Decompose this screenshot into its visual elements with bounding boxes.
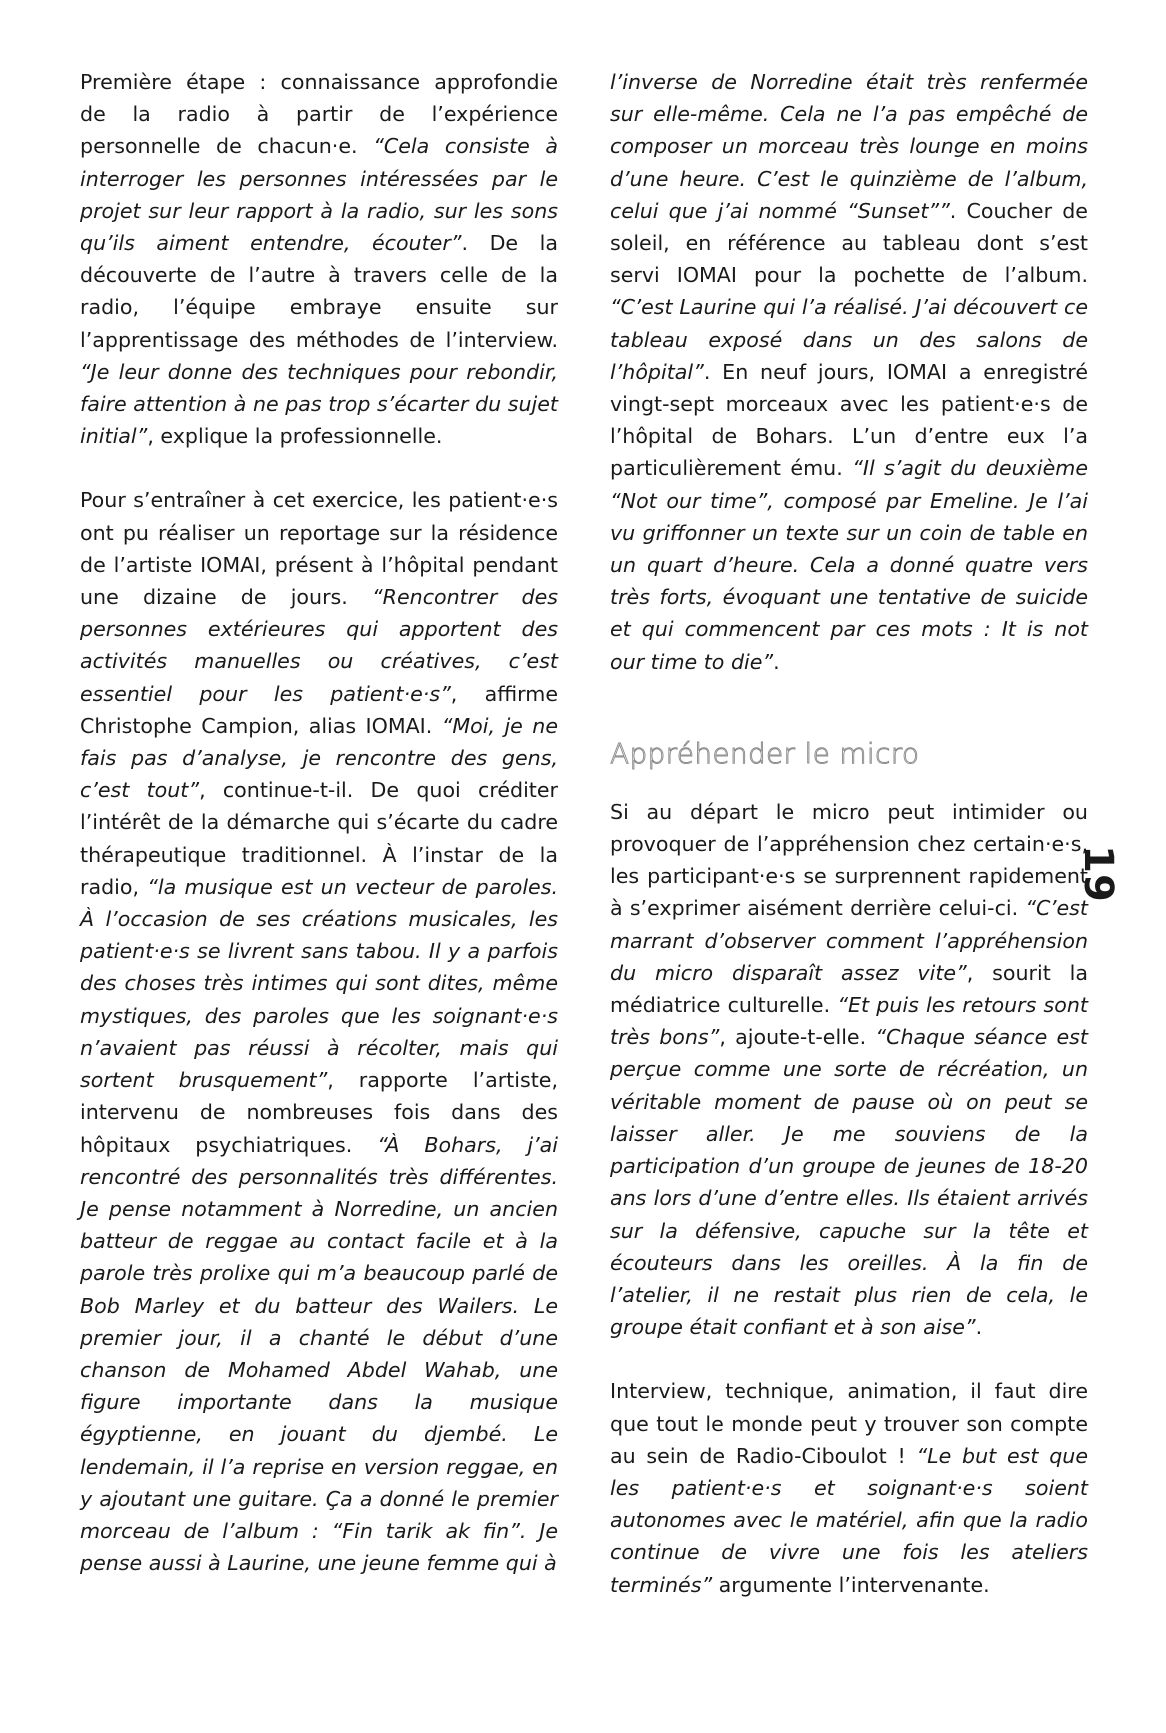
- quote-run: “C’est marrant d’observer comment l’appréhension du micro disparaît assez vite”: [610, 896, 1088, 985]
- quote-run: “Moi, je ne fais pas d’analyse, je rencontre des gens, c’est tout”: [80, 713, 558, 803]
- left-column: [80, 66, 558, 1579]
- text-run: argumente l’intervenante.: [712, 1572, 990, 1597]
- right-column: [610, 66, 1088, 1601]
- paragraph: [80, 484, 558, 1579]
- paragraph: [610, 1375, 1088, 1600]
- text-run: , explique la professionnelle.: [147, 424, 443, 449]
- section-heading: Appréhender le micro: [610, 736, 920, 770]
- text-run: Interview, technique, animation, il faut dire que tout le monde peut y trouver son compte au sein de Radio-Ciboulot !: [610, 1379, 1088, 1468]
- text-run: , ajoute-t-elle.: [719, 1025, 876, 1050]
- right-column-bottom: [610, 796, 1088, 1601]
- paragraph: [610, 796, 1088, 1343]
- quote-run: l’inverse de Norredine était très renfermée sur elle-même. Cela ne l’a pas empêché de composer un morceau très lounge en moins d’une heure. C’est le quinzième de l’album, celui que j’ai nommé “Sunset””: [610, 70, 1088, 223]
- quote-run: “Chaque séance est perçue comme une sorte de récréation, un véritable moment de pause où on peut se laisser aller. Je me souviens de la participation d’un groupe de jeunes de 18-20 ans lors d’une d’entre elles. Ils étaient arrivés sur la défensive, capuche sur la tête et écouteurs dans les oreilles. À la fin de l’atelier, il ne restait plus rien de cela, le groupe était confiant et à son aise”: [610, 1025, 1088, 1340]
- quote-run: “Je leur donne des techniques pour rebondir, faire attention à ne pas trop s’écarter du sujet initial”: [80, 359, 558, 449]
- text-run: . De la découverte de l’autre à travers celle de la radio, l’équipe embraye ensuite sur l’apprentissage des méthodes de l’interview.: [80, 231, 558, 352]
- right-column-top: [610, 66, 1088, 678]
- quote-run: “Rencontrer des personnes extérieures qui apportent des activités manuelles ou créatives, c’est essentiel pour les patient·e·s”: [80, 585, 558, 706]
- text-run: , rapporte l’artiste, intervenu de nombreuses fois dans des hôpitaux psychiatriques.: [80, 1068, 558, 1157]
- text-run: Première étape : connaissance approfondie de la radio à partir de l’expérience personnelle de chacun·e.: [80, 70, 558, 159]
- quote-run: “À Bohars, j’ai rencontré des personnalités très différentes. Je pense notamment à Norredine, un ancien batteur de reggae au contact facile et à la parole très prolixe qui m’a beaucoup parlé de Bob Marley et du batteur des Wailers. Le premier jour, il a chanté le début d’une chanson de Mohamed Abdel Wahab, une figure importante dans la musique égyptienne, en jouant du djembé. Le lendemain, il l’a reprise en version reggae, en y ajoutant une guitare. Ça a donné le premier morceau de l’album : “Fin tarik ak fin”. Je pense aussi à Laurine, une jeune femme qui à: [80, 1132, 559, 1576]
- text-run: .: [975, 1315, 983, 1340]
- text-run: , continue-t-il. De quoi créditer l’intérêt de la démarche qui s’écarte du cadre thérapeutique traditionnel. À l’instar de la radio,: [80, 778, 559, 899]
- text-run: , affirme Christophe Campion, alias IOMAI.: [80, 681, 558, 738]
- page-number: 19: [1075, 845, 1121, 903]
- paragraph: [610, 66, 1088, 678]
- quote-run: “Le but est que les patient·e·s et soignant·e·s soient autonomes avec le matériel, afin que la radio continue de vivre une fois les ateliers terminés”: [610, 1443, 1088, 1597]
- text-run: , sourit la médiatrice culturelle.: [610, 960, 1088, 1018]
- quote-run: “Et puis les retours sont très bons”: [610, 993, 1088, 1050]
- quote-run: “C’est Laurine qui l’a réalisé. J’ai découvert ce tableau exposé dans un des salons de l’hôpital”: [610, 295, 1088, 384]
- quote-run: “Cela consiste à interroger les personnes intéressées par le projet sur leur rapport à la radio, sur les sons qu’ils aiment entendre, écouter”: [80, 134, 558, 256]
- quote-run: “la musique est un vecteur de paroles. À l’occasion de ses créations musicales, les patient·e·s se livrent sans tabou. Il y a parfois des choses très intimes qui sont dites, même mystiques, des paroles que les soignant·e·s n’avaient pas réussi à récolter, mais qui sortent brusquement”: [80, 874, 558, 1093]
- text-run: . En neuf jours, IOMAI a enregistré vingt-sept morceaux avec les patient·e·s de l’hôpital de Bohars. L’un d’entre eux l’a particulièrement ému.: [610, 359, 1088, 481]
- text-run: . Coucher de soleil, en référence au tableau dont s’est servi IOMAI pour la pochette de l’album.: [610, 198, 1088, 288]
- text-run: .: [773, 649, 780, 674]
- quote-run: “Il s’agit du deuxième “Not our time”, composé par Emeline. Je l’ai vu griffonner un texte sur un coin de table en un quart d’heure. Cela a donné quatre vers très forts, évoquant une tentative de suicide et qui commencent par ces mots : It is not our time to die”: [610, 456, 1088, 674]
- paragraph: [80, 66, 558, 452]
- text-run: Si au départ le micro peut intimider ou provoquer de l’appréhension chez certain·e·s, les participant·e·s se surprennent rapidement à s’exprimer aisément derrière celui-ci.: [610, 799, 1088, 921]
- text-run: Pour s’entraîner à cet exercice, les patient·e·s ont pu réaliser un reportage sur la résidence de l’artiste IOMAI, présent à l’hôpital pendant une dizaine de jours.: [80, 488, 558, 610]
